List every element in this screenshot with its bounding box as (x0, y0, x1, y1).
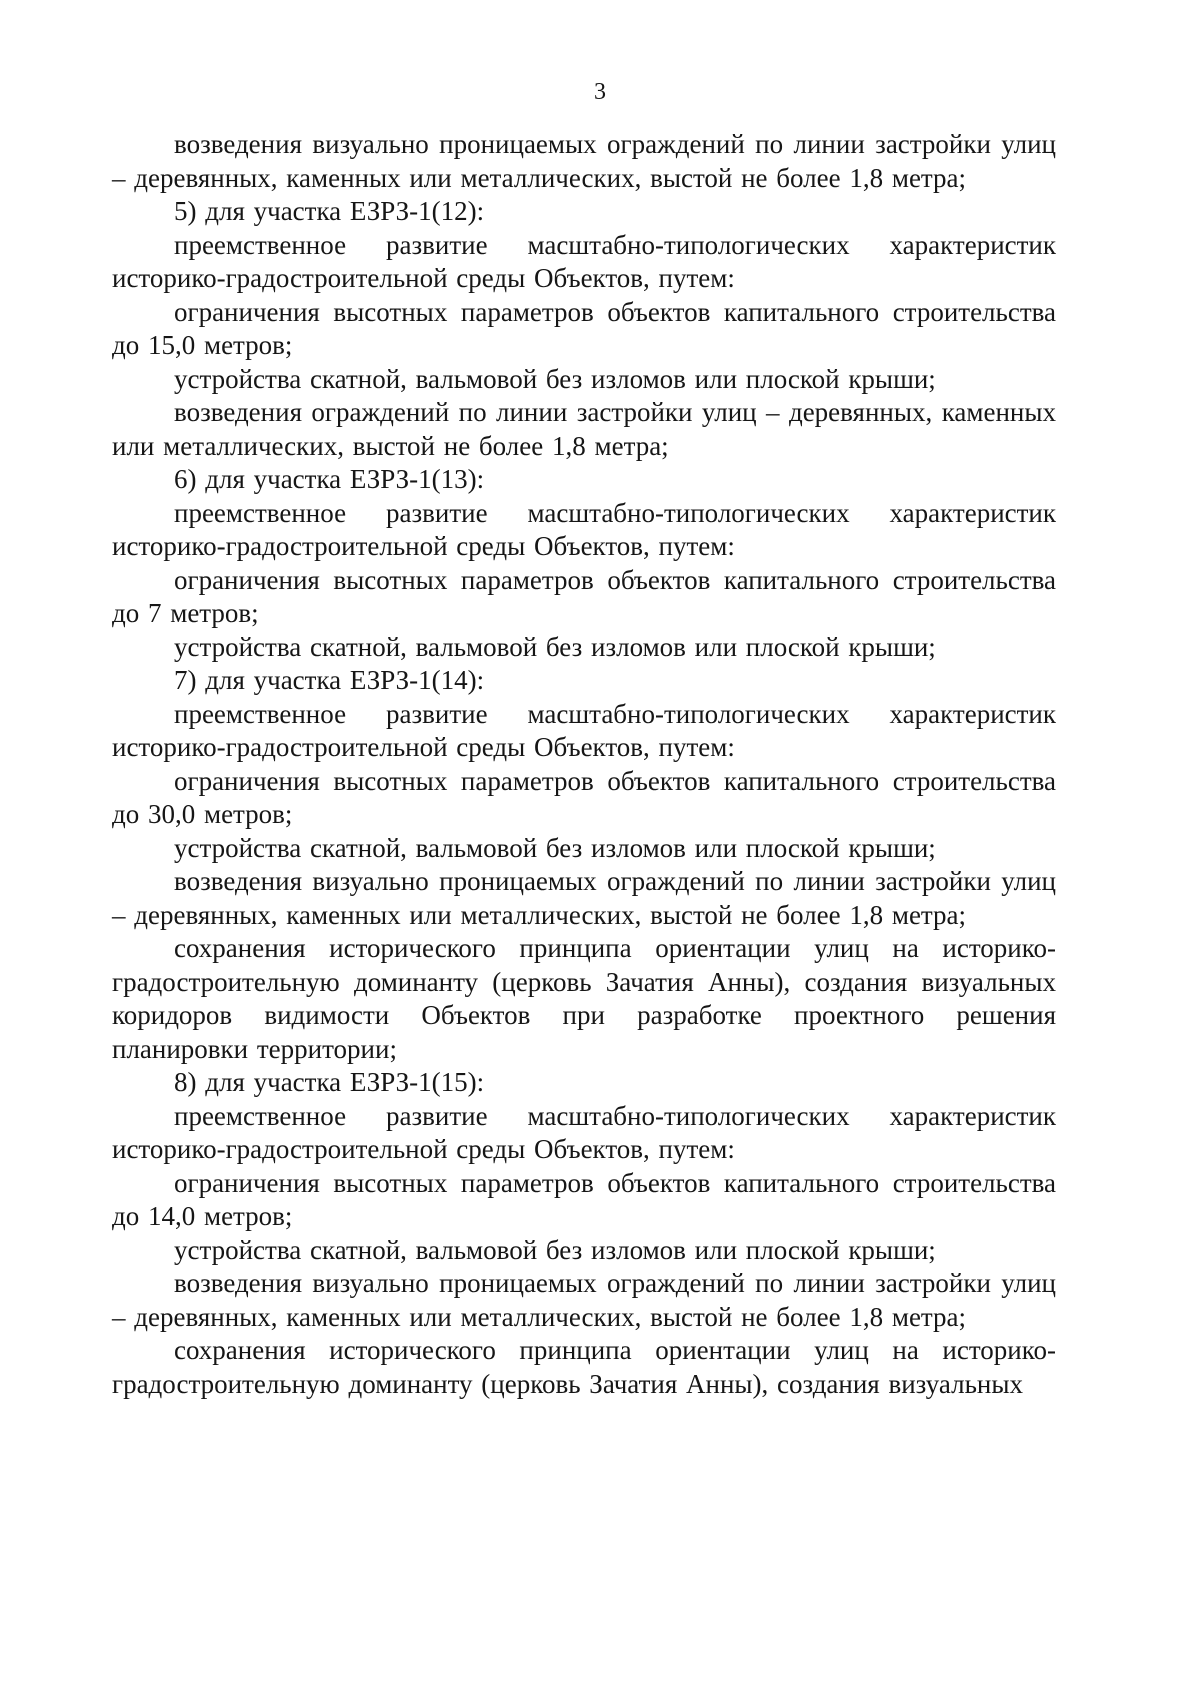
paragraph-section-6-heading: 6) для участка ЕЗРЗ-1(13): (174, 464, 485, 494)
paragraph: сохранения исторического принципа ориентации улиц на историко-градостроительную доминанту (церковь Зачатия Анны), создания визуальных коридоров видимости Объектов при разработке проектного решения планировки территории; (112, 933, 1056, 1064)
paragraph: возведения визуально проницаемых ограждений по линии застройки улиц – деревянных, каменных или металлических, выстой не более 1,8 метра; (112, 866, 1056, 930)
paragraph: преемственное развитие масштабно-типологических характеристик историко-градостроительной среды Объектов, путем: (112, 698, 1056, 762)
paragraph-section-7-heading: 7) для участка ЕЗРЗ-1(14): (174, 665, 485, 695)
paragraph: возведения визуально проницаемых ограждений по линии застройки улиц – деревянных, каменных или металлических, выстой не более 1,8 метра; (112, 1268, 1056, 1332)
paragraph-section-5-heading: 5) для участка ЕЗРЗ-1(12): (174, 196, 485, 226)
paragraph: ограничения высотных параметров объектов капитального строительства до 15,0 метров; (112, 296, 1056, 360)
paragraph: преемственное развитие масштабно-типологических характеристик историко-градостроительной среды Объектов, путем: (112, 497, 1056, 561)
document-body (112, 128, 1056, 1401)
paragraph: возведения ограждений по линии застройки улиц – деревянных, каменных или металлических, выстой не более 1,8 метра; (112, 397, 1056, 461)
page-number: 3 (594, 79, 606, 105)
paragraph: ограничения высотных параметров объектов капитального строительства до 30,0 метров; (112, 765, 1056, 829)
paragraph: устройства скатной, вальмовой без изломов или плоской крыши; (174, 1234, 936, 1265)
paragraph-continued: сохранения исторического принципа ориентации улиц на историко-градостроительную доминанту (церковь Зачатия Анны), создания визуальных (112, 1335, 1056, 1399)
paragraph: преемственное развитие масштабно-типологических характеристик историко-градостроительной среды Объектов, путем: (112, 1100, 1056, 1164)
paragraph: устройства скатной, вальмовой без изломов или плоской крыши; (174, 832, 936, 863)
paragraph: устройства скатной, вальмовой без изломов или плоской крыши; (174, 363, 936, 394)
paragraph: ограничения высотных параметров объектов капитального строительства до 7 метров; (112, 564, 1056, 628)
paragraph: устройства скатной, вальмовой без изломов или плоской крыши; (174, 631, 936, 662)
paragraph: преемственное развитие масштабно-типологических характеристик историко-градостроительной среды Объектов, путем: (112, 229, 1056, 293)
paragraph: ограничения высотных параметров объектов капитального строительства до 14,0 метров; (112, 1167, 1056, 1231)
paragraph-section-8-heading: 8) для участка ЕЗРЗ-1(15): (174, 1067, 485, 1097)
paragraph-fence-continuation: возведения визуально проницаемых ограждений по линии застройки улиц – деревянных, каменных или металлических, выстой не более 1,8 метра; (112, 129, 1056, 193)
